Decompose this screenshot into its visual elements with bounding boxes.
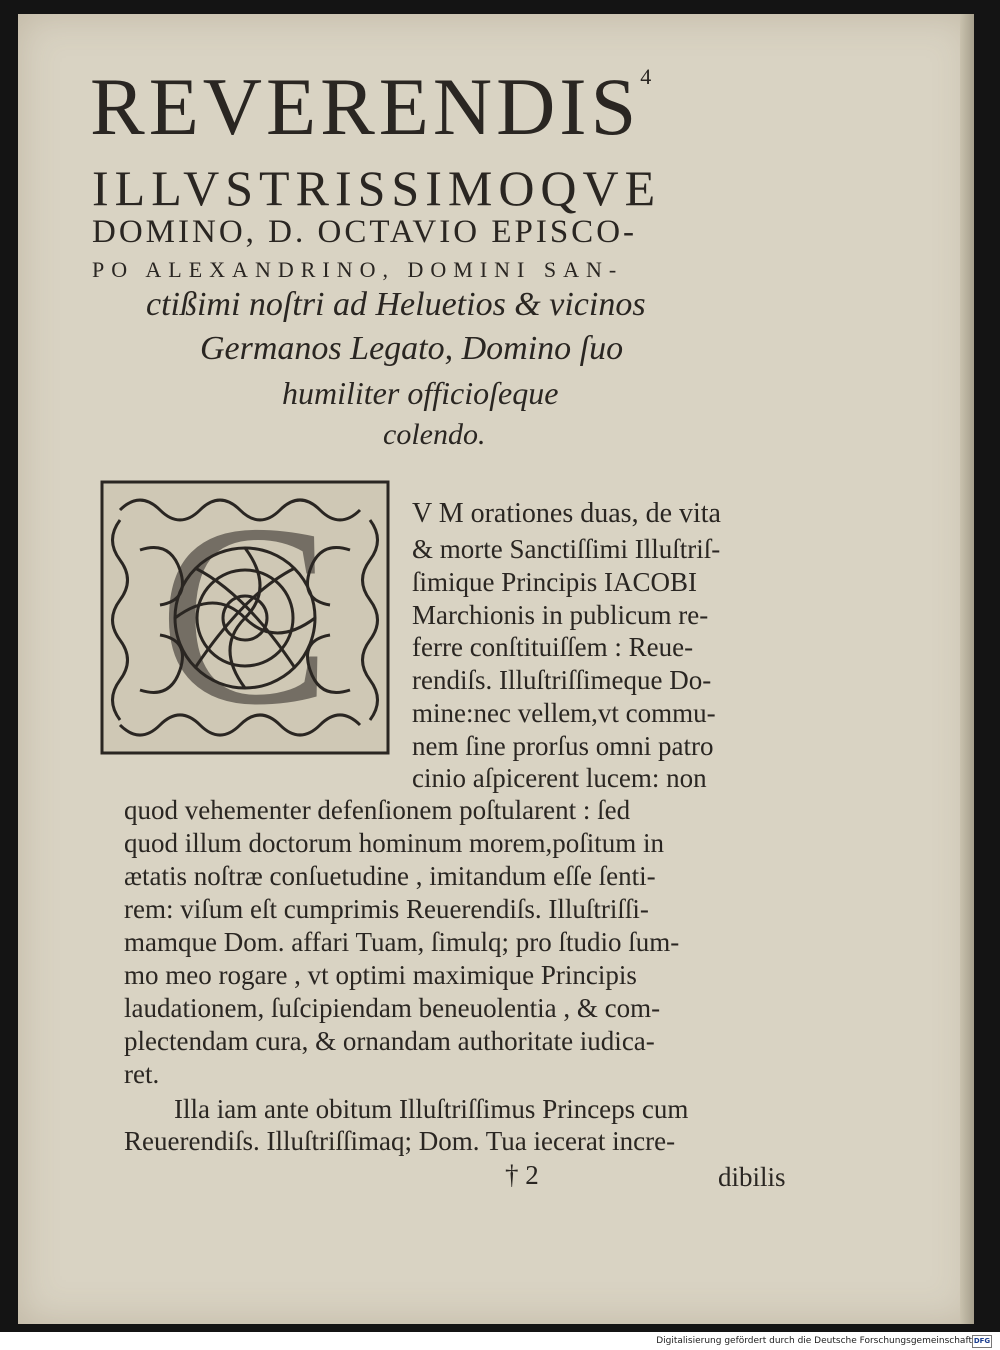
page-edge xyxy=(960,14,974,1324)
text-line: ferre conſtituiſſem : Reue- xyxy=(412,632,694,662)
dedication-line-3: humiliter officioſeque xyxy=(282,375,559,411)
footer-credit: Digitalisierung gefördert durch die Deutsche Forschungsgemeinschaft xyxy=(656,1336,972,1346)
decorated-initial xyxy=(100,480,390,755)
text-line: rendiſs. Illuſtriſſimeque Do- xyxy=(412,665,712,695)
title-line-3: DOMINO, D. OCTAVIO EPISCO- xyxy=(92,214,638,250)
title-line-1-text: REVERENDIS xyxy=(90,61,641,152)
text-line: mamque Dom. affari Tuam, ſimulq; pro ſtudio ſum- xyxy=(124,927,680,957)
initial-letter: C xyxy=(158,480,332,755)
text-line: Marchionis in publicum re- xyxy=(412,600,709,630)
title-line-2: ILLVSTRISSIMOQVE xyxy=(92,160,662,216)
text-line: V M orationes duas, de vita xyxy=(412,498,721,529)
text-line: rem: viſum eſt cumprimis Reuerendiſs. Illuſtriſſi- xyxy=(124,894,649,924)
dedication-line-1: ctißimi noſtri ad Heluetios & vicinos xyxy=(146,286,646,323)
dedication-line-2: Germanos Legato, Domino ſuo xyxy=(200,330,624,367)
text-line: ret. xyxy=(124,1059,160,1089)
text-line: cinio aſpicerent lucem: non xyxy=(412,763,707,793)
text-line: laudationem, ſuſcipiendam beneuolentia , & com- xyxy=(124,993,661,1023)
page-marker: 4 xyxy=(640,64,652,89)
text-line: quod vehementer defenſionem poſtularent : ſed xyxy=(124,795,631,825)
text-line: mo meo rogare , vt optimi maximique Principis xyxy=(124,960,637,990)
title-line-1 xyxy=(90,61,830,152)
dedication-line-4: colendo. xyxy=(383,418,486,451)
text-line: ætatis noſtræ conſuetudine , imitandum eſſe ſenti- xyxy=(124,861,656,891)
catchword: dibilis xyxy=(718,1162,786,1192)
text-line: Illa iam ante obitum Illuſtriſſimus Princeps cum xyxy=(174,1094,689,1124)
text-line: Reuerendiſs. Illuſtriſſimaq; Dom. Tua iecerat incre- xyxy=(124,1126,676,1156)
text-line: nem ſine prorſus omni patro xyxy=(412,731,714,761)
title-line-4: PO ALEXANDRINO, DOMINI SAN- xyxy=(92,257,624,282)
signature-mark: † 2 xyxy=(505,1160,539,1190)
dfg-logo: DFG xyxy=(972,1335,992,1348)
text-line: plectendam cura, & ornandam authoritate iudica- xyxy=(124,1026,655,1056)
text-line: quod illum doctorum hominum morem,poſitum in xyxy=(124,828,664,858)
text-line: & morte Sanctiſſimi Illuſtriſ- xyxy=(412,534,721,564)
text-line: mine:nec vellem,vt commu- xyxy=(412,698,716,728)
text-line: ſimique Principis IACOBI xyxy=(412,567,697,597)
